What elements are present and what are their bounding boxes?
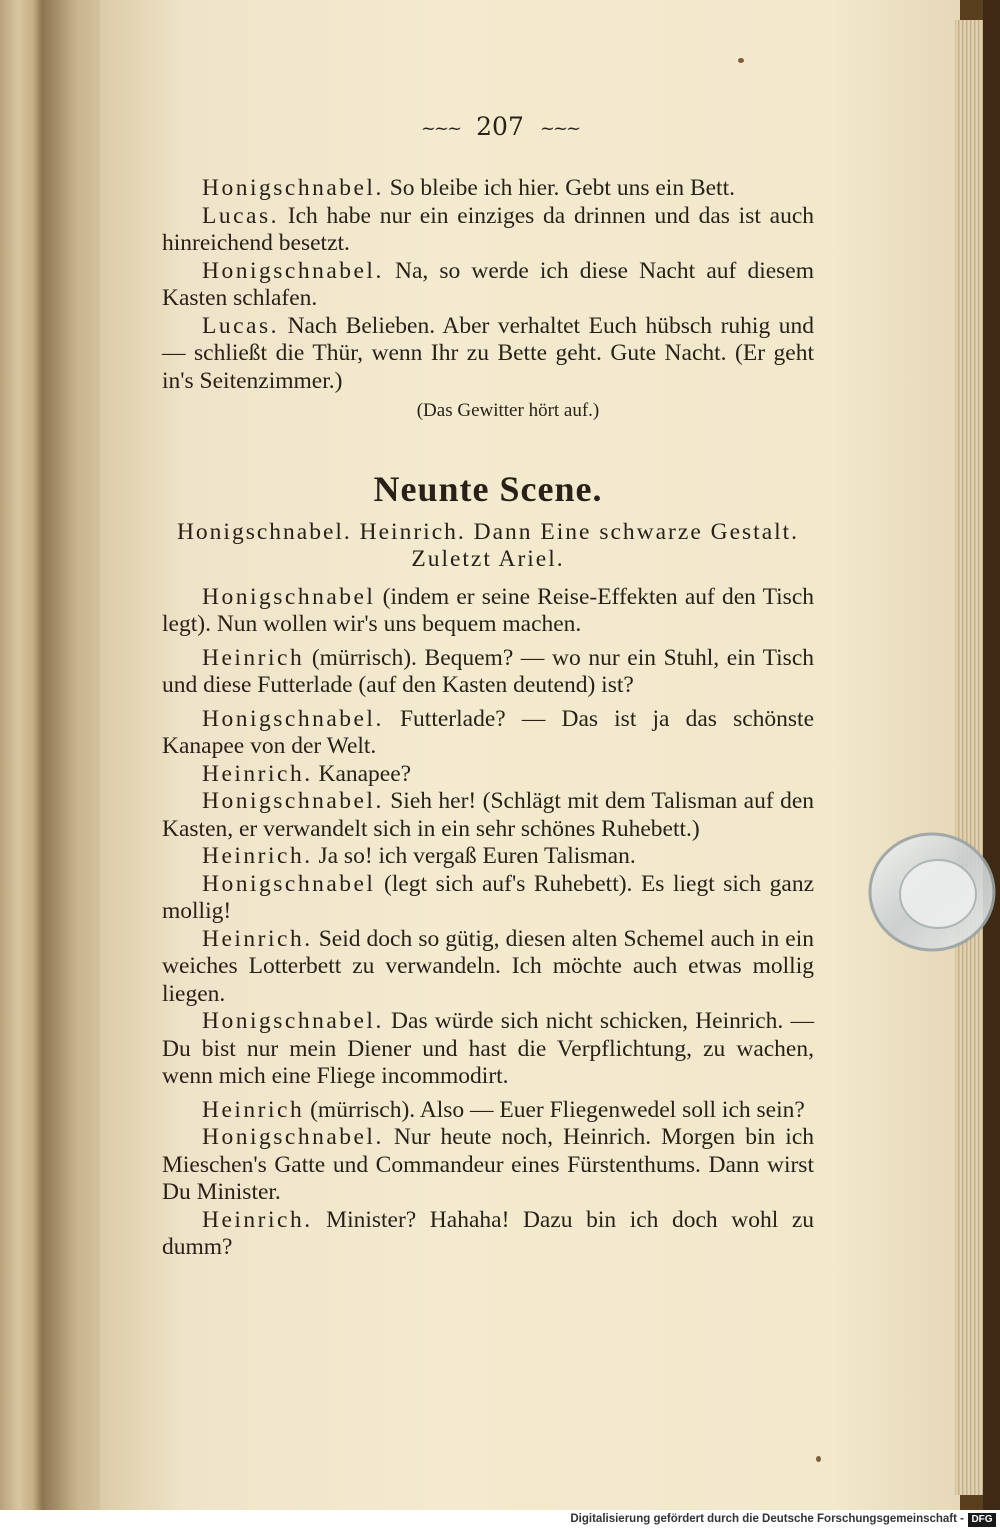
speech-paragraph	[162, 871, 814, 926]
scene-title: Neunte Scene.	[373, 468, 603, 509]
header-ornament-right: ~~~	[539, 118, 580, 139]
speaker-name: Heinrich	[202, 1096, 305, 1123]
speaker-name: Honigschnabel	[202, 870, 376, 897]
speech-text: Das würde sich nicht schicken, Heinrich. — Du bist nur mein Diener und hast die Verpflichtung, zu wachen, wenn mich eine Fliege incommodirt.	[162, 1008, 814, 1089]
header-ornament-left: ~~~	[420, 118, 461, 139]
speaker-name: Honigschnabel.	[202, 788, 384, 814]
book-cover-edge	[983, 0, 1000, 1510]
speech-paragraph	[162, 203, 814, 258]
speech-paragraph	[162, 926, 814, 1009]
speech-text: Na, so werde ich diese Nacht auf diesem Kasten schlafen.	[162, 257, 815, 311]
speaker-name: Lucas.	[202, 202, 279, 229]
speech-paragraph	[162, 843, 814, 871]
speech-text: Seid doch so gütig, diesen alten Schemel auch in ein weiches Lotterbett zu verwandeln. Ich möchte auch etwas mollig liegen.	[162, 925, 814, 1007]
stage-direction: (Das Gewitter hört auf.)	[416, 400, 600, 421]
speech-paragraph	[162, 1008, 814, 1091]
speaker-name: Heinrich.	[202, 760, 313, 787]
speech-text: (mürrisch). Also — Euer Fliegenwedel soll ich sein?	[310, 1096, 805, 1123]
speech-text: (indem er seine Reise-Effekten auf den Tisch legt). Nun wollen wir's uns bequem machen.	[162, 583, 815, 637]
page-number: 207	[476, 112, 524, 141]
speaker-name: Heinrich.	[202, 925, 313, 952]
speech-text: Nach Belieben. Aber verhaltet Euch hübsch ruhig und — schließt die Thür, wenn Ihr zu Bette geht. Gute Nacht. (Er geht in's Seitenzimmer.)	[162, 312, 814, 394]
funding-credit: Digitalisierung gefördert durch die Deutsche Forschungsgemeinschaft -	[570, 1513, 964, 1525]
speech-paragraph	[162, 761, 814, 789]
speaker-name: Honigschnabel.	[202, 1124, 384, 1150]
page-text	[162, 175, 814, 1262]
clip-icon	[862, 818, 1000, 978]
speaker-name: Heinrich.	[202, 843, 313, 869]
speech-text: Ich habe nur ein einziges da drinnen und das ist auch hinreichend besetzt.	[162, 202, 814, 256]
speech-text: Nur heute noch, Heinrich. Morgen bin ich Mieschen's Gatte und Commandeur eines Fürstenthums. Dann wirst Du Minister.	[162, 1124, 814, 1205]
speech-paragraph	[162, 1097, 814, 1125]
speech-text: So bleibe ich hier. Gebt uns ein Bett.	[389, 175, 735, 201]
speech-paragraph	[162, 706, 814, 761]
speech-paragraph	[162, 1124, 814, 1207]
speaker-name: Honigschnabel	[202, 583, 376, 610]
speech-paragraph	[162, 584, 814, 639]
speech-text: Futterlade? — Das ist ja das schönste Kanapee von der Welt.	[162, 705, 814, 759]
speech-paragraph	[162, 258, 814, 313]
speaker-name: Honigschnabel.	[202, 175, 384, 201]
speaker-name: Honigschnabel.	[202, 257, 384, 284]
speaker-name: Lucas.	[202, 312, 279, 339]
speech-text: (legt sich auf's Ruhebett). Es liegt sich ganz mollig!	[162, 870, 814, 924]
speaker-name: Heinrich.	[202, 1206, 313, 1233]
speech-paragraph	[162, 788, 814, 843]
speech-paragraph	[162, 313, 814, 396]
speech-paragraph	[162, 645, 814, 700]
speech-text: Sieh her! (Schlägt mit dem Talisman auf den Kasten, er verwandelt sich in ein sehr schönes Ruhebett.)	[162, 788, 814, 842]
page-stack-edge	[955, 20, 983, 1495]
left-page-edge	[0, 0, 42, 1510]
speech-text: Minister? Hahaha! Dazu bin ich doch wohl zu dumm?	[162, 1206, 814, 1260]
speech-paragraph	[162, 175, 814, 203]
speech-text: (mürrisch). Bequem? — wo nur ein Stuhl, ein Tisch und diese Futterlade (auf den Kasten deutend) ist?	[162, 644, 815, 698]
digitization-footer	[0, 1510, 1000, 1531]
dfg-logo: DFG	[968, 1513, 996, 1527]
speaker-name: Honigschnabel.	[202, 1008, 384, 1034]
page-header	[0, 112, 1000, 141]
ink-speck	[816, 1456, 821, 1462]
ink-speck	[738, 58, 744, 63]
speech-text: Kanapee?	[318, 760, 412, 787]
speech-paragraph	[162, 1207, 814, 1262]
speaker-name: Heinrich	[202, 644, 305, 671]
speech-text: Ja so! ich vergaß Euren Talisman.	[318, 843, 636, 869]
scene-cast: Honigschnabel. Heinrich. Dann Eine schwarze Gestalt. Zuletzt Ariel.	[176, 518, 800, 572]
speaker-name: Honigschnabel.	[202, 705, 384, 732]
